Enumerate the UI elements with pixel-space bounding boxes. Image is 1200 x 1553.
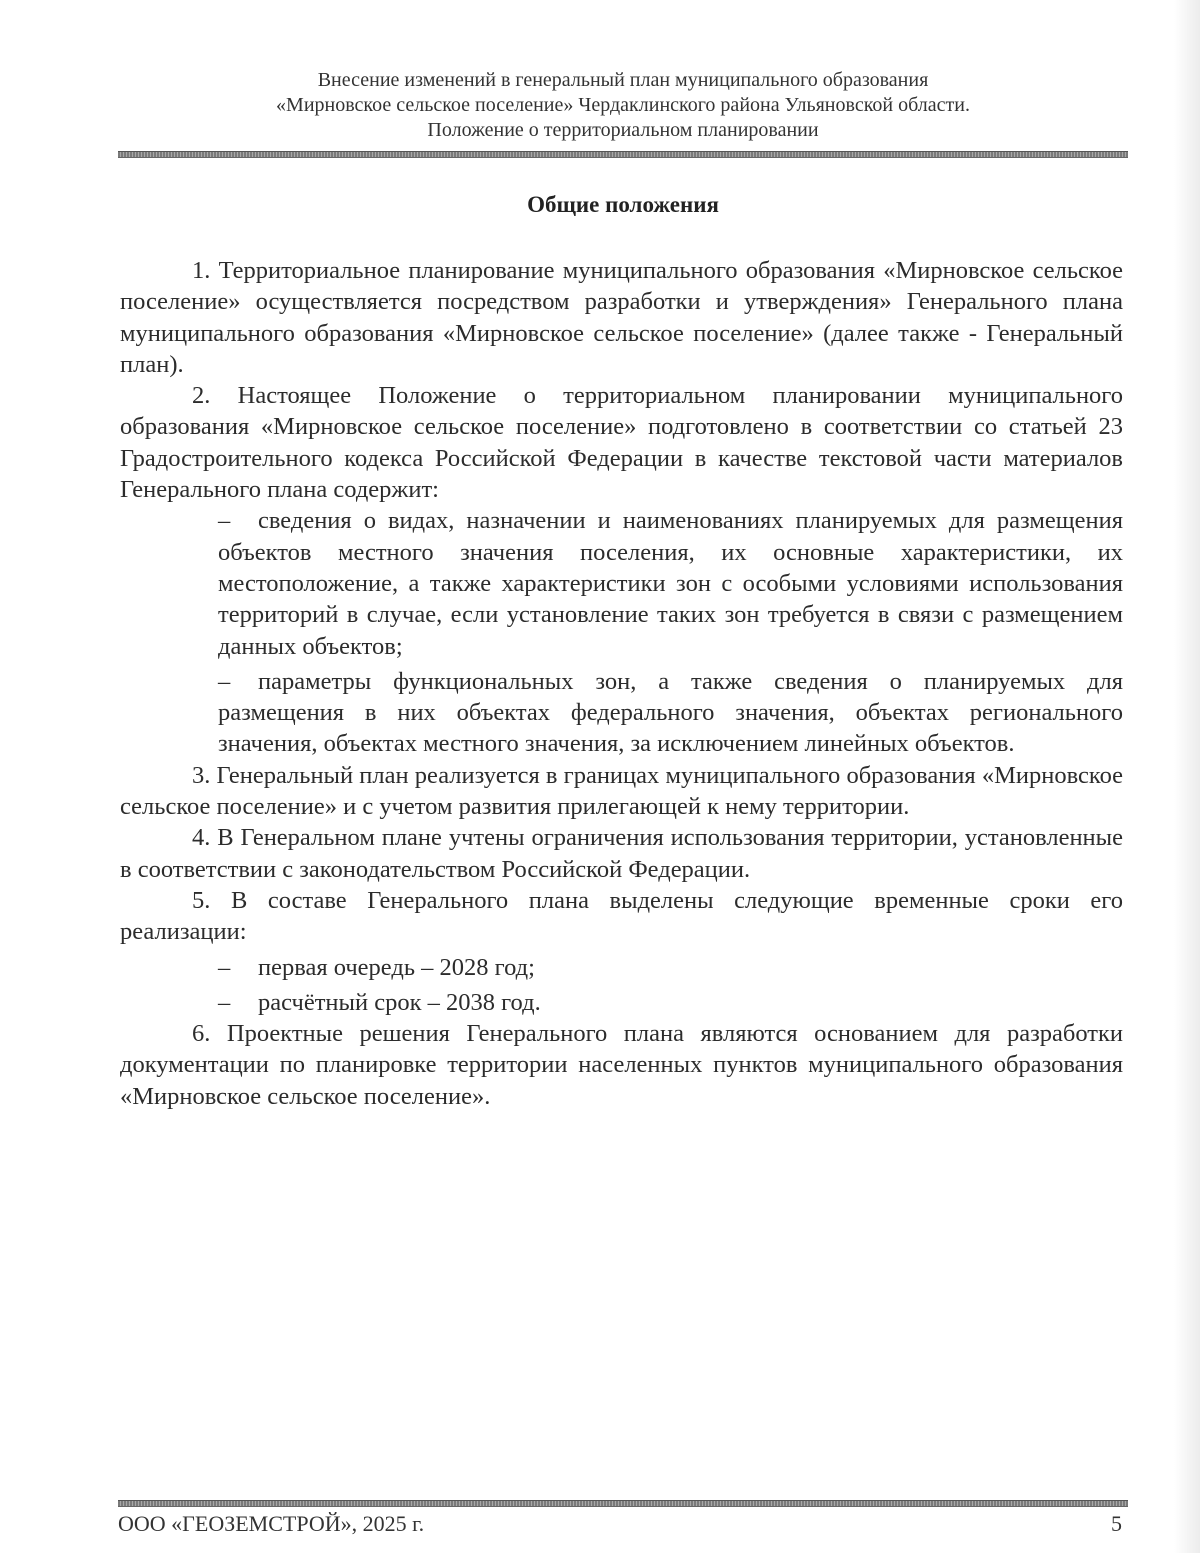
list-item-text: сведения о видах, назначении и наименованиях планируемых для размещения объектов местного значения поселения, их основные характеристики, их местоположение, а также характеристики зон с особыми условиями использования территорий в случае, если установление таких зон требуется в связи с размещением данных объектов;: [218, 507, 1123, 660]
list-item-text: расчётный срок – 2038 год.: [258, 988, 541, 1016]
footer-company: ООО «ГЕОЗЕМСТРОЙ», 2025 г.: [118, 1511, 425, 1536]
header-line-3: Положение о территориальном планировании: [427, 119, 819, 141]
list-item: [218, 987, 1123, 1018]
section-title: Общие положения: [527, 192, 719, 217]
document-body: [120, 255, 1123, 1112]
list-item: [218, 666, 1123, 760]
paragraph-5: 5. В составе Генерального плана выделены следующие временные сроки его реализации:: [120, 886, 1123, 946]
list-item-text: параметры функциональных зон, а также сведения о планируемых для размещения в них объектах федерального значения, объектах регионального значения, объектах местного значения, за исключением линейных объектов.: [218, 667, 1123, 758]
header-divider: [118, 151, 1128, 158]
document-header: [118, 68, 1128, 143]
list-dash: –: [218, 953, 231, 981]
list-dash: –: [218, 667, 231, 695]
header-line-2: «Мирновское сельское поселение» Чердаклинского района Ульяновской области.: [276, 94, 970, 116]
paragraph-3: 3. Генеральный план реализуется в границах муниципального образования «Мирновское сельское поселение» и с учетом развития прилегающей к нему территории.: [120, 761, 1123, 821]
list-item-text: первая очередь – 2028 год;: [258, 953, 535, 981]
paragraph-6: 6. Проектные решения Генерального плана являются основанием для разработки документации по планировке территории населенных пунктов муниципального образования «Мирновское сельское поселение».: [120, 1020, 1123, 1110]
page-number: 5: [1111, 1511, 1122, 1536]
list-item: [218, 952, 1123, 983]
scan-edge-shadow: [1174, 0, 1200, 1553]
list-item: [218, 505, 1123, 661]
list-dash: –: [218, 988, 231, 1016]
paragraph-1: 1. Территориальное планирование муниципального образования «Мирновское сельское поселение» осуществляется посредством разработки и утверждения» Генерального плана муниципального образования «Мирновское сельское поселение» (далее также - Генеральный план).: [120, 257, 1123, 378]
list-dash: –: [218, 507, 231, 535]
header-line-1: Внесение изменений в генеральный план муниципального образования: [317, 69, 929, 91]
paragraph-2: 2. Настоящее Положение о территориальном планировании муниципального образования «Мирновское сельское поселение» подготовлено в соответствии со статьей 23 Градостроительного кодекса Российской Федерации в качестве текстовой части материалов Генерального плана содержит:: [120, 382, 1123, 504]
paragraph-4: 4. В Генеральном плане учтены ограничения использования территории, установленные в соответствии с законодательством Российской Федерации.: [120, 824, 1123, 883]
footer-divider: [118, 1500, 1128, 1507]
